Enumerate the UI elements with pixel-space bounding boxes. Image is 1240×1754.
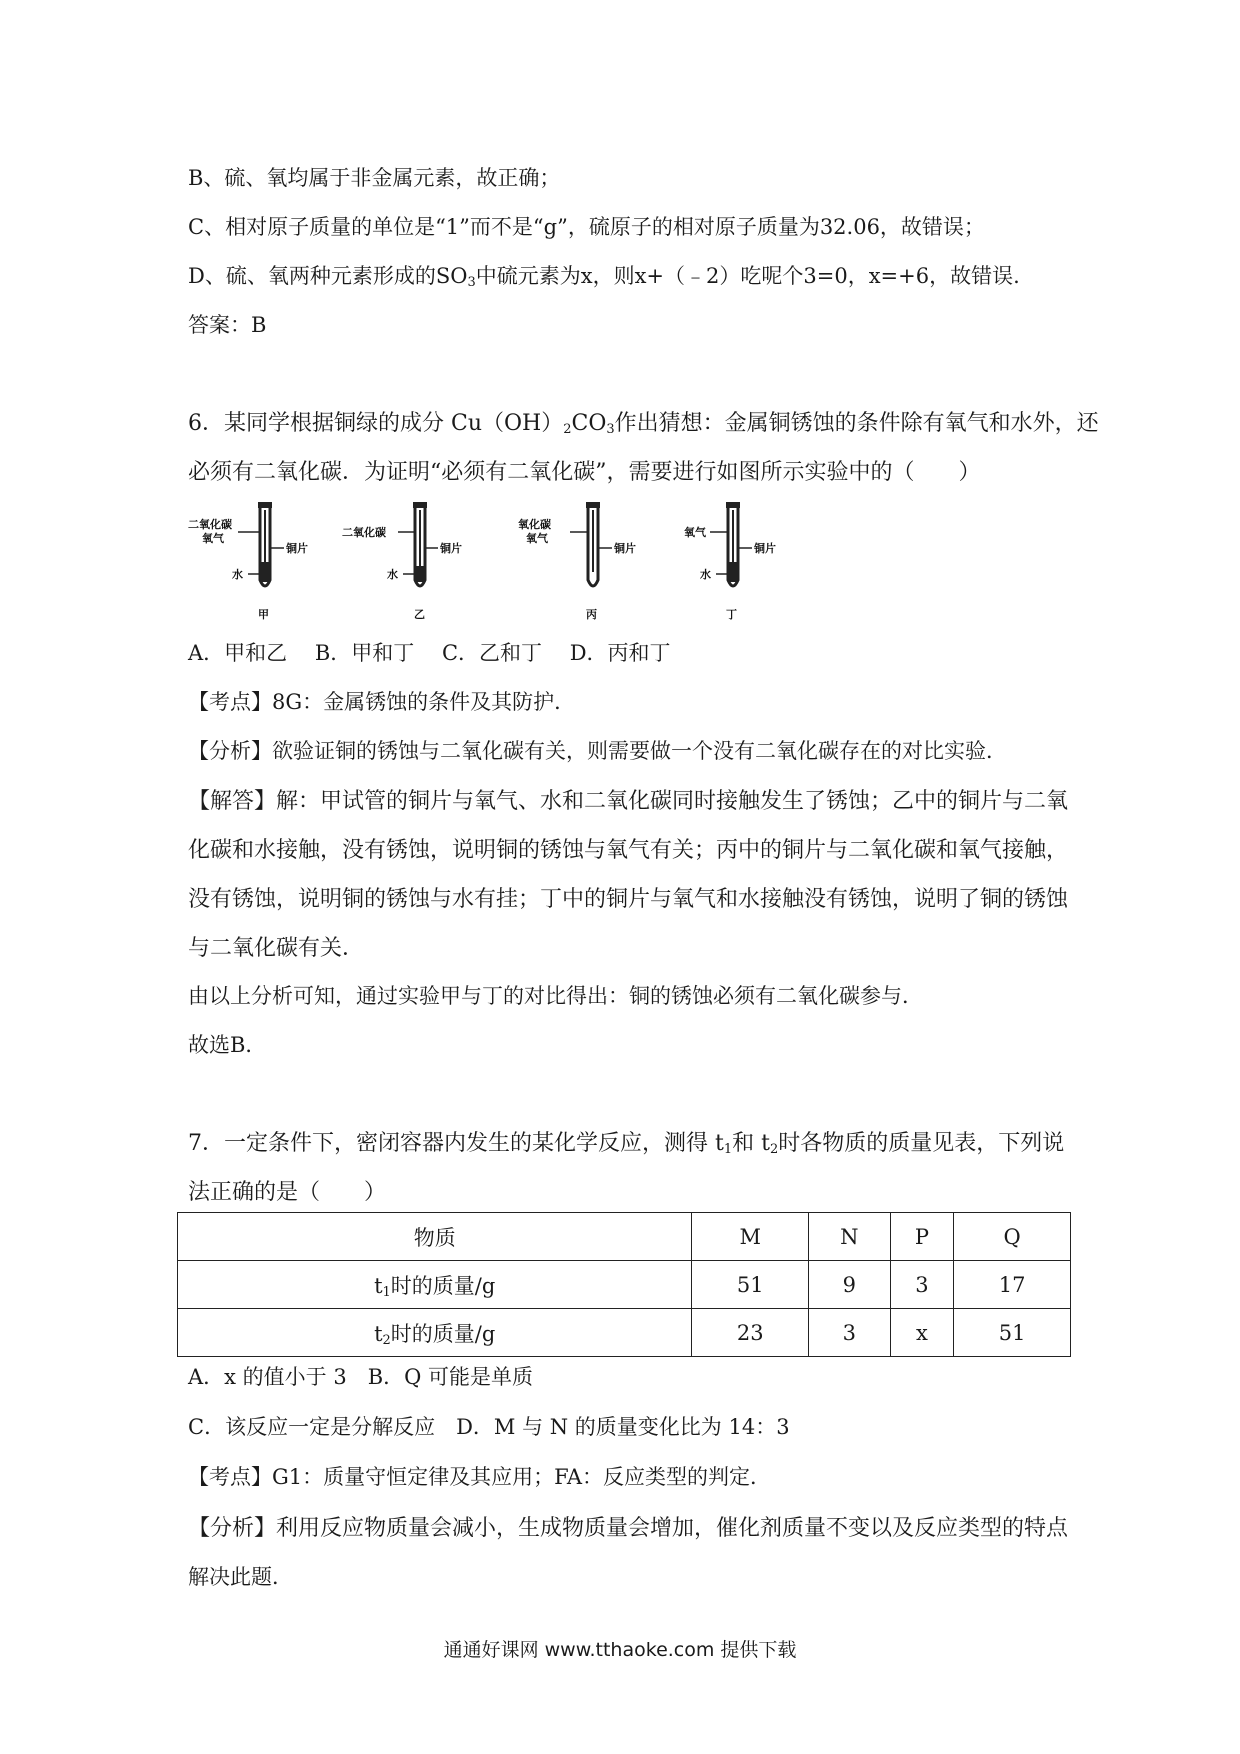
q6-choice: 故选B．	[188, 1033, 267, 1057]
tube-ding	[684, 502, 776, 621]
tube-ding-water: 水	[700, 568, 711, 581]
tube-bing-name: 丙	[586, 608, 597, 621]
tube-jia	[188, 502, 308, 621]
q7-fenxi-line1: 【分析】利用反应物质量会减小，生成物质量会增加，催化剂质量不变以及反应类型的特点	[188, 1516, 1069, 1541]
table-cell: 3	[809, 1309, 891, 1357]
q6-jieda-line1: 【解答】解：甲试管的铜片与氧气、水和二氧化碳同时接触发生了锈蚀；乙中的铜片与二氧	[188, 789, 1069, 814]
q6-jieda-line4: 与二氧化碳有关．	[188, 936, 365, 961]
tube-bing-gas-2: 氧气	[526, 532, 548, 545]
subscript: 2	[563, 422, 572, 437]
table-header-cell: M	[692, 1213, 809, 1261]
test-tube-figure	[188, 500, 808, 622]
text: 和 t	[732, 1131, 770, 1156]
tube-bing-metal: 铜片	[614, 542, 636, 555]
q5-option-c: C、相对原子质量的单位是“1”而不是“g”，硫原子的相对原子质量为32.06，故错误；	[188, 215, 985, 239]
table-header-cell: P	[890, 1213, 954, 1261]
table-cell: 23	[692, 1309, 809, 1357]
q5-option-d	[188, 260, 1020, 290]
q7-stem-line2: 法正确的是（ ）	[188, 1180, 387, 1205]
tube-jia-gas-1: 二氧化碳	[188, 518, 232, 531]
subscript: 2	[382, 1332, 391, 1348]
table-header-cell: 物质	[178, 1213, 692, 1261]
q7-stem-line1	[188, 1126, 1064, 1157]
q5-answer: 答案：B	[188, 313, 267, 337]
tube-jia-name: 甲	[258, 608, 269, 621]
tube-jia-gas-2: 氧气	[202, 532, 224, 545]
q7-fenxi-line2: 解决此题．	[188, 1565, 293, 1589]
text: t	[374, 1273, 383, 1298]
tube-yi-gas-1: 二氧化碳	[342, 526, 386, 539]
table-row	[178, 1261, 1071, 1309]
q6-jieda-line2: 化碳和水接触，没有锈蚀，说明铜的锈蚀与氧气有关；丙中的铜片与二氧化碳和氧气接触，	[188, 838, 1069, 863]
table-cell: x	[890, 1309, 954, 1357]
table-cell: 3	[890, 1261, 954, 1309]
text: 时的质量/g	[390, 1273, 496, 1298]
q6-stem-line2: 必须有二氧化碳．为证明“必须有二氧化碳”，需要进行如图所示实验中的（ ）	[188, 460, 981, 485]
subscript: 1	[723, 1142, 733, 1157]
text: D、硫、氧两种元素形成的SO	[188, 264, 468, 288]
q7-options-cd: C．该反应一定是分解反应 D．M 与 N 的质量变化比为 14：3	[188, 1415, 790, 1439]
subscript: 3	[467, 275, 476, 290]
tube-yi	[342, 502, 462, 621]
text: 6．某同学根据铜绿的成分 Cu（OH）	[188, 411, 564, 436]
subscript: 3	[606, 422, 615, 437]
subscript: 1	[382, 1284, 391, 1300]
page-footer: 通通好课网 www.tthaoke.com 提供下载	[443, 1639, 797, 1661]
table-cell: 9	[809, 1261, 891, 1309]
q6-stem-line1	[188, 406, 1099, 437]
text: 作出猜想：金属铜锈蚀的条件除有氧气和水外，还	[614, 411, 1099, 436]
q6-kaodian: 【考点】8G：金属锈蚀的条件及其防护．	[188, 690, 576, 714]
q7-kaodian: 【考点】G1：质量守恒定律及其应用；FA：反应类型的判定．	[188, 1465, 772, 1489]
q6-conclusion: 由以上分析可知，通过实验甲与丁的对比得出：铜的锈蚀必须有二氧化碳参与．	[188, 984, 923, 1008]
tube-jia-metal: 铜片	[286, 542, 308, 555]
q5-option-b: B、硫、氧均属于非金属元素，故正确；	[188, 166, 561, 190]
text: t	[374, 1321, 383, 1346]
table-header-cell: Q	[954, 1213, 1071, 1261]
tube-yi-water: 水	[387, 568, 398, 581]
table-cell: 51	[692, 1261, 809, 1309]
text: 中硫元素为x，则x+（﹣2）吃呢个3=0，x=+6，故错误.	[475, 264, 1020, 288]
q6-options: A．甲和乙 B．甲和丁 C．乙和丁 D．丙和丁	[188, 641, 671, 665]
tube-yi-name: 乙	[414, 608, 425, 621]
tube-bing-gas-1: 氧化碳	[518, 518, 551, 531]
text: 时的质量/g	[390, 1321, 496, 1346]
tube-bing	[518, 502, 636, 621]
tube-ding-metal: 铜片	[754, 542, 776, 555]
table-cell: 51	[954, 1309, 1071, 1357]
text: 时各物质的质量见表，下列说	[778, 1131, 1065, 1156]
q7-options-ab: A．x 的值小于 3 B．Q 可能是单质	[188, 1365, 534, 1389]
q6-jieda-line3: 没有锈蚀，说明铜的锈蚀与水有挂；丁中的铜片与氧气和水接触没有锈蚀，说明了铜的锈蚀	[188, 887, 1069, 912]
table-cell: 17	[954, 1261, 1071, 1309]
table-row	[178, 1309, 1071, 1357]
tube-ding-gas-1: 氧气	[684, 526, 706, 539]
q6-fenxi: 【分析】欲验证铜的锈蚀与二氧化碳有关，则需要做一个没有二氧化碳存在的对比实验．	[188, 739, 1007, 763]
table-header-cell: N	[809, 1213, 891, 1261]
tube-ding-name: 丁	[726, 608, 737, 621]
tube-jia-water: 水	[232, 568, 243, 581]
row-label-t1	[178, 1261, 692, 1309]
table-header-row	[178, 1213, 1071, 1261]
text: CO	[571, 411, 607, 436]
text: 7．一定条件下，密闭容器内发生的某化学反应，测得 t	[188, 1131, 724, 1156]
mass-table	[177, 1212, 1071, 1357]
row-label-t2	[178, 1309, 692, 1357]
tube-yi-metal: 铜片	[440, 542, 462, 555]
subscript: 2	[769, 1142, 779, 1157]
